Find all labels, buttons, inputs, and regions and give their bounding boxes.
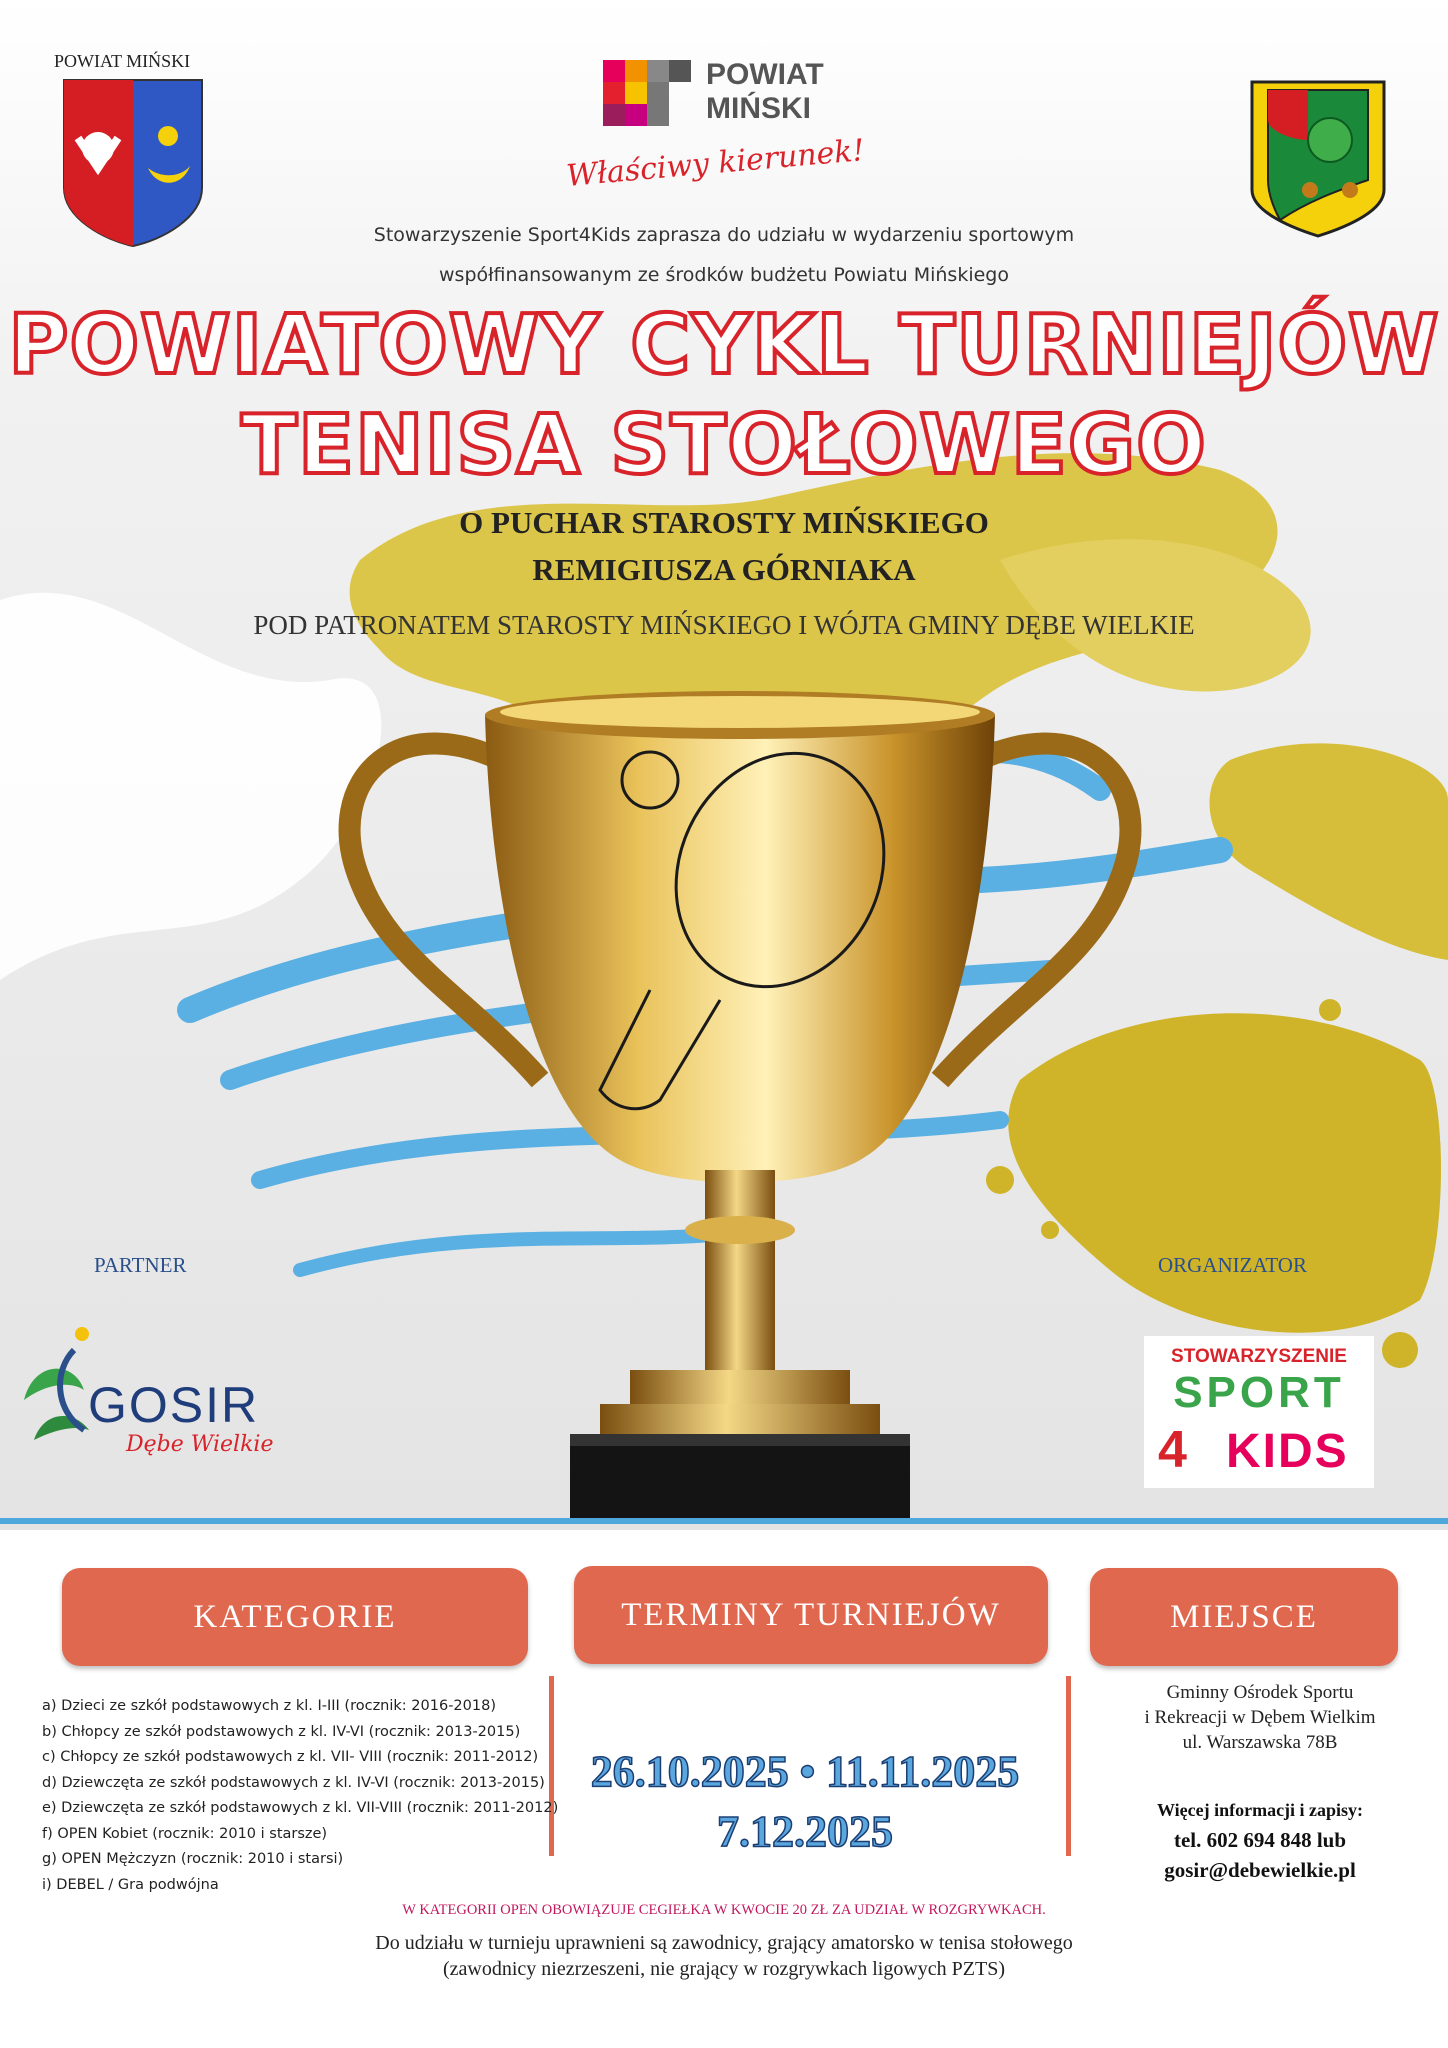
category-item: c) Chłopcy ze szkół podstawowych z kl. VII- VIII (rocznik: 2011-2012)	[42, 1749, 539, 1765]
sport4kids-logo	[1144, 1336, 1374, 1488]
categories-header: KATEGORIE	[62, 1568, 528, 1666]
open-fee-note: W KATEGORII OPEN OBOWIĄZUJE CEGIEŁKA W KWOCIE 20 ZŁ ZA UDZIAŁ W ROZGRYWKACH.	[402, 1902, 1046, 1918]
category-item: b) Chłopcy ze szkół podstawowych z kl. IV-VI (rocznik: 2013-2015)	[42, 1723, 521, 1740]
invite-line-2: współfinansowanym ze środków budżetu Powiatu Mińskiego	[439, 264, 1009, 286]
gosir-logo-text: GOSIR	[88, 1377, 260, 1433]
county-label: POWIAT MIŃSKI	[54, 51, 191, 71]
place-line-3: ul. Warszawska 78B	[1182, 1732, 1338, 1753]
categories-list	[42, 1694, 562, 1898]
subtitle-line-2: REMIGIUSZA GÓRNIAKA	[532, 552, 916, 587]
powiat-logo-line1: POWIAT	[706, 58, 824, 91]
category-item: i) DEBEL / Gra podwójna	[42, 1876, 219, 1893]
sport4kids-mid: SPORT	[1173, 1368, 1345, 1417]
invite-line-1: Stowarzyszenie Sport4Kids zaprasza do udziału w wydarzeniu sportowym	[373, 224, 1075, 246]
place-line-2: i Rekreacji w Dębem Wielkim	[1144, 1707, 1376, 1728]
partner-label: PARTNER	[94, 1253, 187, 1277]
sport4kids-top: STOWARZYSZENIE	[1171, 1346, 1347, 1367]
place-address	[1090, 1680, 1430, 1755]
patronage-line: POD PATRONATEM STAROSTY MIŃSKIEGO I WÓJTA GMINY DĘBE WIELKIE	[253, 610, 1195, 640]
place-header: MIEJSCE	[1090, 1568, 1398, 1666]
eligibility-line-2: (zawodnicy niezrzeszeni, nie grający w rozgrywkach ligowych PZTS)	[442, 1958, 1005, 1980]
gosir-logo-subtext: Dębe Wielkie	[126, 1432, 274, 1457]
title-line-2: TENISA STOŁOWEGO	[241, 398, 1207, 493]
contact-phone: tel. 602 694 848 lub	[1173, 1828, 1347, 1852]
category-item: f) OPEN Kobiet (rocznik: 2010 i starsze)	[42, 1825, 328, 1842]
gmina-coat-of-arms-icon	[1250, 80, 1386, 238]
sport4kids-bottom: KIDS	[1226, 1425, 1349, 1478]
title-line-1: POWIATOWY CYKL TURNIEJÓW	[8, 298, 1440, 393]
county-coat-of-arms-icon	[62, 78, 204, 248]
dates-line-2: 7.12.2025	[717, 1807, 893, 1856]
subtitle-line-1: O PUCHAR STAROSTY MIŃSKIEGO	[459, 505, 989, 540]
organizer-label: ORGANIZATOR	[1158, 1253, 1307, 1277]
dates-line-1: 26.10.2025 • 11.11.2025	[590, 1747, 1020, 1796]
powiat-logo-line2: MIŃSKI	[706, 92, 811, 125]
powiat-minski-logo-icon	[603, 60, 691, 126]
category-item: e) Dziewczęta ze szkół podstawowych z kl. VII-VIII (rocznik: 2011-2012)	[42, 1800, 559, 1816]
category-item: g) OPEN Mężczyzn (rocznik: 2010 i starsi)	[42, 1851, 344, 1867]
place-line-1: Gminny Ośrodek Sportu	[1166, 1682, 1354, 1703]
dates-header: TERMINY TURNIEJÓW	[574, 1566, 1048, 1664]
powiat-logo-text	[706, 58, 824, 126]
category-item: d) Dziewczęta ze szkół podstawowych z kl. IV-VI (rocznik: 2013-2015)	[42, 1774, 545, 1791]
contact-email: gosir@debewielkie.pl	[1164, 1858, 1356, 1882]
divider-right	[1066, 1676, 1071, 1856]
eligibility-line-1: Do udziału w turnieju uprawnieni są zawodnicy, grający amatorsko w tenisa stołowego	[375, 1932, 1073, 1954]
slogan: Właściwy kierunek!	[565, 133, 866, 194]
contact-line-1: Więcej informacji i zapisy:	[1156, 1800, 1364, 1820]
category-item: a) Dzieci ze szkół podstawowych z kl. I-III (rocznik: 2016-2018)	[42, 1698, 496, 1714]
gosir-logo	[14, 1320, 274, 1470]
sport4kids-number: 4	[1158, 1421, 1187, 1479]
